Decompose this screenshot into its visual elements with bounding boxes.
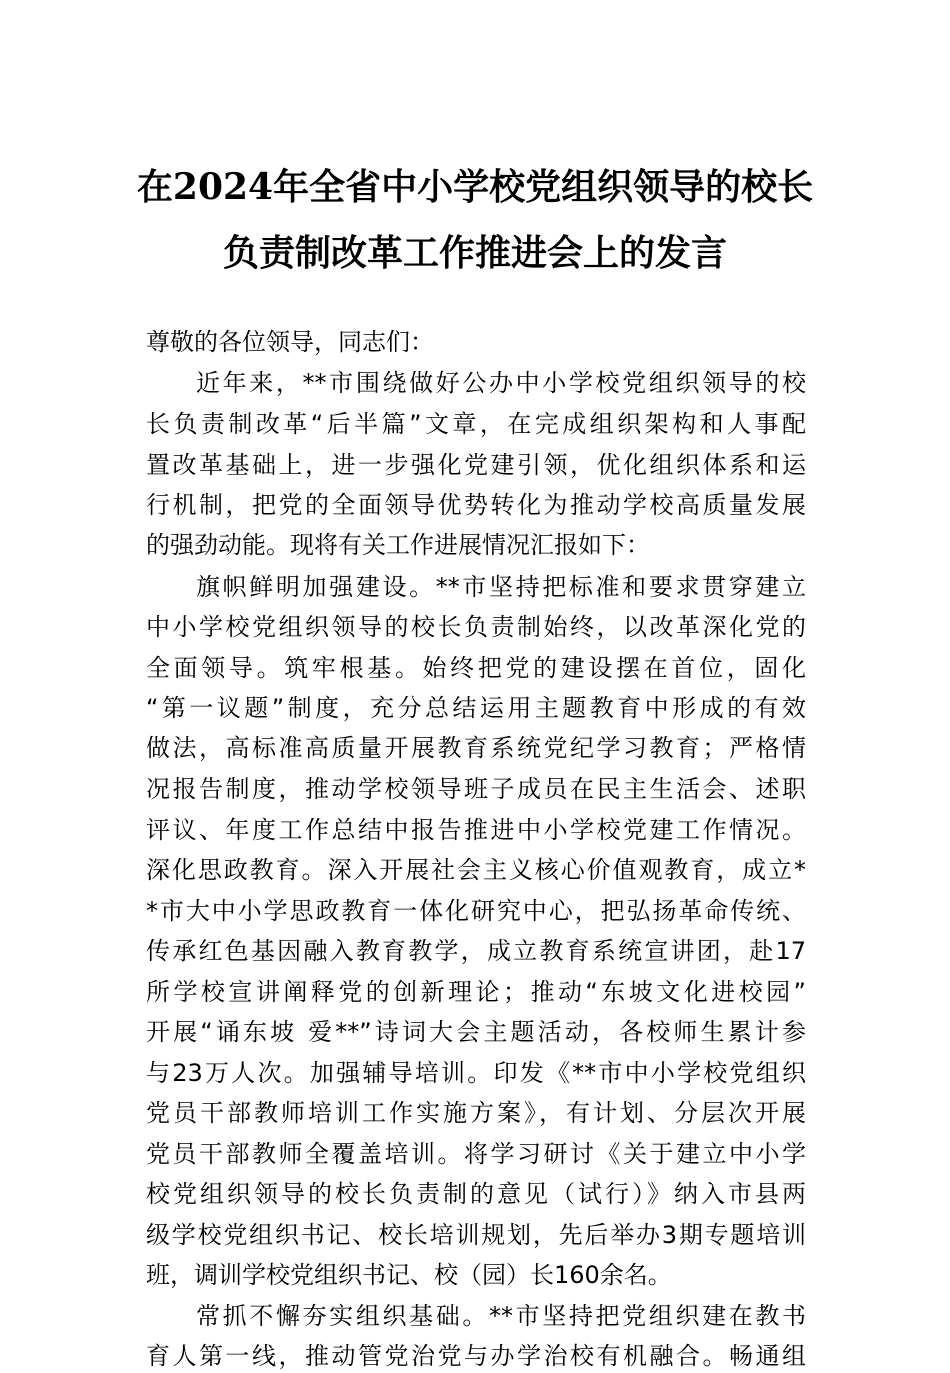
body-line: 育人第一线，推动管党治党与办学治校有机融合。畅通组	[146, 1342, 806, 1370]
body-line: 行机制，把党的全面领导优势转化为推动学校高质量发展	[146, 491, 806, 519]
body-line: 传承红色基因融入教育教学，成立教育系统宣讲团，赴17	[146, 937, 806, 965]
body-line: 校党组织领导的校长负责制的意见（试行）》纳入市县两	[146, 1180, 806, 1208]
body-line: 中小学校党组织领导的校长负责制始终，以改革深化党的	[146, 613, 806, 641]
salutation-line: 尊敬的各位领导，同志们：	[146, 328, 434, 356]
body-line: 级学校党组织书记、校长培训规划，先后举办3期专题培训	[146, 1221, 806, 1249]
body-line: 况报告制度，推动学校领导班子成员在民主生活会、述职	[146, 775, 806, 803]
body-line: 深化思政教育。深入开展社会主义核心价值观教育，成立*	[146, 856, 806, 884]
body-line: 置改革基础上，进一步强化党建引领，优化组织体系和运	[146, 451, 806, 479]
body-line: 旗帜鲜明加强建设。**市坚持把标准和要求贯穿建立	[196, 573, 806, 601]
body-line: 党员干部教师全覆盖培训。将学习研讨《关于建立中小学	[146, 1140, 806, 1168]
body-line: “第一议题”制度，充分总结运用主题教育中形成的有效	[146, 694, 806, 722]
document-title-line-2: 负责制改革工作推进会上的发言	[222, 232, 727, 274]
body-line: 常抓不懈夯实组织基础。**市坚持把党组织建在教书	[196, 1302, 806, 1330]
body-line: 全面领导。筑牢根基。始终把党的建设摆在首位，固化	[146, 654, 806, 682]
body-line: 的强劲动能。现将有关工作进展情况汇报如下：	[146, 531, 650, 559]
body-line: 与23万人次。加强辅导培训。印发《**市中小学校党组织	[146, 1059, 806, 1087]
body-line: 评议、年度工作总结中报告推进中小学校党建工作情况。	[146, 816, 806, 844]
body-line: 所学校宣讲阐释党的创新理论；推动“东坡文化进校园”	[146, 978, 806, 1006]
document-title-line-1: 在2024年全省中小学校党组织领导的校长	[136, 166, 814, 208]
body-line: 近年来，**市围绕做好公办中小学校党组织领导的校	[196, 369, 806, 397]
body-line: 做法，高标准高质量开展教育系统党纪学习教育；严格情	[146, 734, 806, 762]
body-line: 长负责制改革“后半篇”文章，在完成组织架构和人事配	[146, 410, 806, 438]
body-line: 党员干部教师培训工作实施方案》，有计划、分层次开展	[146, 1099, 806, 1127]
body-line: 开展“诵东坡 爱**”诗词大会主题活动，各校师生累计参	[146, 1018, 806, 1046]
body-line: 班，调训学校党组织书记、校（园）长160余名。	[146, 1261, 672, 1289]
body-line: *市大中小学思政教育一体化研究中心，把弘扬革命传统、	[146, 897, 806, 925]
